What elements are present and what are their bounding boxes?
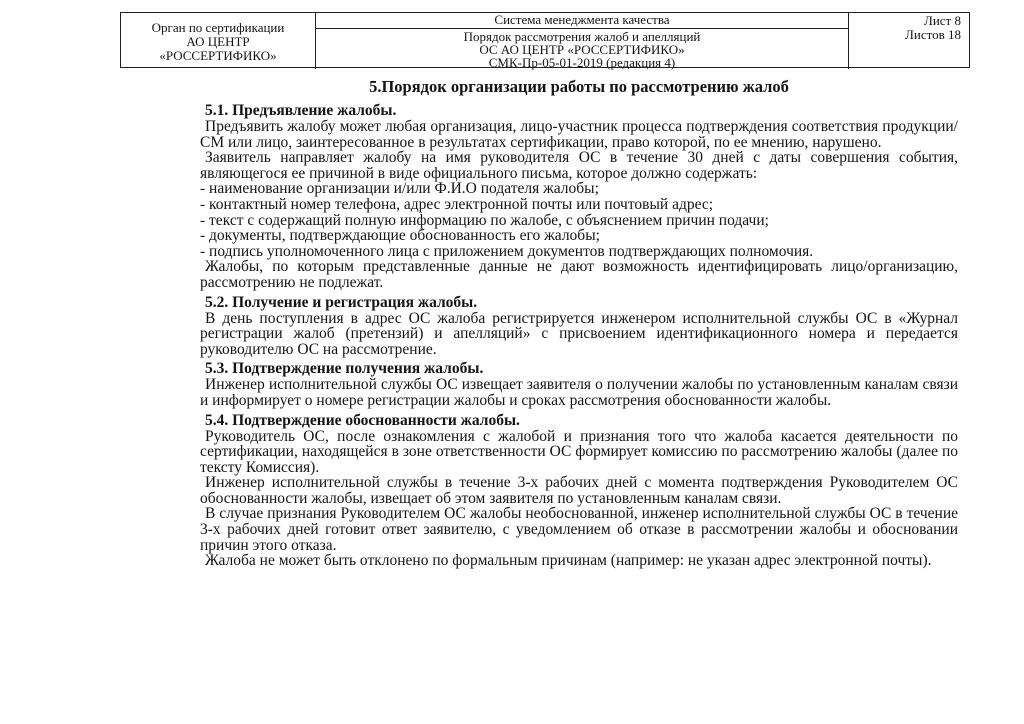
list-item: - текст с содержащий полную информацию по жалобе, с объяснением причин подачи; [200, 211, 769, 229]
org-line-1: Орган по сертификации [151, 20, 285, 35]
paragraph: Инженер исполнительной службы в течение 3-х рабочих дней с момента подтверждения Руководителем ОС обоснованности жалобы, извещает об этом заявителя по установленным каналам связи. [200, 474, 958, 507]
list-item: - подпись уполномоченного лица с приложением документов подтверждающих полномочия. [200, 242, 814, 260]
paragraph: Предъявить жалобу может любая организация, лицо-участник процесса подтверждения соответствия продукции/СМ или лицо, заинтересованное в результатах сертификации, право которой, по ее мнению, нарушено. [200, 118, 958, 151]
sheets-total: Листов 18 [905, 27, 961, 42]
document-title-cell [316, 13, 849, 69]
paragraph: В день поступления в адрес ОС жалоба регистрируется инженером исполнительной службы ОС в «Журнал регистрации жалоб (претензий) и апелляций» с присвоением идентификационного номера и передается руководителю ОС на рассмотрение. [200, 309, 958, 358]
document-header [120, 12, 970, 68]
org-line-2: АО ЦЕНТР [186, 34, 250, 49]
paragraph: Руководитель ОС, после ознакомления с жалобой и признания того что жалоба касается деятельности по сертификации, находящейся в зоне ответственности ОС формирует комиссию по рассмотрению жалобы (далее по тексту Комиссия). [200, 427, 958, 476]
system-title: Система менеджмента качества [316, 13, 848, 29]
procedure-line-2: ОС АО ЦЕНТР «РОССЕРТИФИКО» [479, 42, 685, 57]
paragraph: Жалоба не может быть отклонено по формальным причинам (например: не указан адрес электронной почты). [205, 552, 932, 570]
section-5-2-heading: 5.2. Получение и регистрация жалобы. [205, 293, 478, 311]
section-5-1-heading: 5.1. Предъявление жалобы. [205, 102, 397, 119]
org-line-3: «РОССЕРТИФИКО» [159, 48, 277, 63]
procedure-title [316, 29, 848, 69]
sheet-number: Лист 8 [924, 13, 961, 28]
section-5-4-heading: 5.4. Подтверждение обоснованности жалобы. [205, 411, 520, 429]
list-item: - документы, подтверждающие обоснованность его жалобы; [200, 227, 600, 245]
list-item: - контактный номер телефона, адрес электронной почты или почтовый адрес; [200, 195, 714, 213]
sheet-number-cell [849, 13, 969, 69]
list-item: - наименование организации и/или Ф.И.О подателя жалобы; [200, 180, 599, 198]
paragraph: Жалобы, по которым представленные данные не дают возможность идентифицировать лицо/организацию, рассмотрению не подлежат. [200, 258, 958, 291]
section-title: 5.Порядок организации работы по рассмотрению жалоб [369, 77, 789, 96]
procedure-line-1: Порядок рассмотрения жалоб и апелляций [463, 29, 701, 44]
paragraph: Инженер исполнительной службы ОС извещает заявителя о получении жалобы по установленным каналам связи и информирует о номере регистрации жалобы и сроках рассмотрения обоснованности жалобы. [200, 376, 958, 409]
section-5-3-heading: 5.3. Подтверждение получения жалобы. [205, 360, 484, 378]
procedure-line-3: СМК-Пр-05-01-2019 (редакция 4) [488, 55, 676, 70]
certification-body-cell [121, 13, 316, 69]
document-body [200, 78, 958, 569]
paragraph: В случае признания Руководителем ОС жалобы необоснованной, инженер исполнительной службы ОС в течение 3-х рабочих дней готовит ответ заявителю, с уведомлением об отказе в рассмотрении жалобы и обосновании причин этого отказа. [200, 505, 958, 554]
paragraph: Заявитель направляет жалобу на имя руководителя ОС в течение 30 дней с даты совершения события, являющегося ее причиной в виде официального письма, которое должно содержать: [200, 149, 958, 182]
